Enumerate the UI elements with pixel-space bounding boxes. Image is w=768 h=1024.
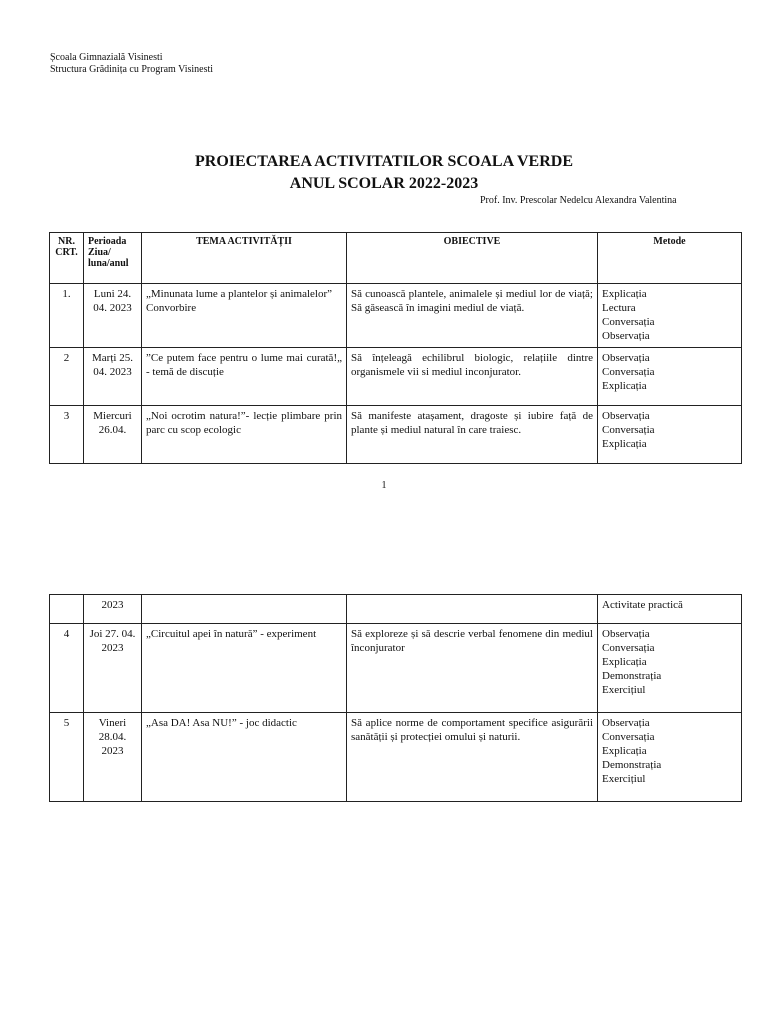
metoda-item: Conversația (602, 642, 655, 654)
table-header-row (50, 233, 742, 284)
row-date: 2023 (84, 595, 142, 624)
row-tema: „Circuitul apei în natură” - experiment (142, 624, 347, 713)
row-metode (598, 713, 742, 802)
row-obiective (347, 595, 598, 624)
row-date: Miercuri 26.04. (84, 406, 142, 464)
row-obiective: Să înțeleagă echilibrul biologic, relațiile dintre organismele vii si mediul inconjurator. (347, 348, 598, 406)
row-metode (598, 348, 742, 406)
row-tema: ”Ce putem face pentru o lume mai curată!„ - temă de discuție (142, 348, 347, 406)
metoda-item: Lectura (602, 302, 636, 314)
row-metode (598, 406, 742, 464)
metoda-item: Explicația (602, 656, 647, 668)
header-perioada: Perioada Ziua/ luna/anul (84, 233, 142, 284)
activities-table-page1 (49, 232, 742, 464)
header-obiective: OBIECTIVE (347, 233, 598, 284)
row-date: Joi 27. 04. 2023 (84, 624, 142, 713)
row-metode (598, 624, 742, 713)
metoda-item: Observația (602, 352, 650, 364)
school-year-title: ANUL SCOLAR 2022-2023 (289, 175, 479, 192)
metoda-item: Observația (602, 410, 650, 422)
document-header (50, 52, 213, 76)
row-tema (142, 595, 347, 624)
row-nr: 2 (50, 348, 84, 406)
row-tema: „Minunata lume a plantelor și animalelor” Convorbire (142, 284, 347, 348)
row-tema: „Asa DA! Asa NU!” - joc didactic (142, 713, 347, 802)
metoda-item: Exercițiul (602, 773, 646, 785)
table-row (50, 348, 742, 406)
metoda-item: Observația (602, 330, 650, 342)
structure-name: Structura Grădinița cu Program Visinesti (50, 64, 214, 75)
row-metode (598, 284, 742, 348)
metoda-item: Conversația (602, 424, 655, 436)
author-line: Prof. Inv. Prescolar Nedelcu Alexandra Valentina (480, 195, 677, 206)
row-date: Marți 25. 04. 2023 (84, 348, 142, 406)
page-number: 1 (381, 480, 387, 491)
metoda-item: Explicația (602, 438, 647, 450)
row-date: Luni 24. 04. 2023 (84, 284, 142, 348)
activities-table-page2 (49, 594, 742, 802)
school-name: Școala Gimnazială Visinesti (50, 52, 163, 63)
table-row (50, 406, 742, 464)
header-nr: NR. CRT. (50, 233, 84, 284)
table-row (50, 284, 742, 348)
metoda-item: Demonstrația (602, 670, 662, 682)
metoda-item: Demonstrația (602, 759, 662, 771)
table-row (50, 713, 742, 802)
table-row (50, 595, 742, 624)
header-metode: Metode (598, 233, 742, 284)
metoda-item: Exercițiul (602, 684, 646, 696)
document-title: PROIECTAREA ACTIVITATILOR SCOALA VERDE (194, 153, 573, 170)
row-nr: 3 (50, 406, 84, 464)
row-obiective: Să cunoască plantele, animalele și mediul lor de viață; Să găsească în imagini mediul de viață. (347, 284, 598, 348)
metoda-item: Observația (602, 717, 650, 729)
row-obiective: Să exploreze și să descrie verbal fenomene din mediul înconjurator (347, 624, 598, 713)
metoda-item: Explicația (602, 288, 647, 300)
row-nr: 4 (50, 624, 84, 713)
metoda-item: Conversația (602, 316, 655, 328)
row-date: Vineri 28.04. 2023 (84, 713, 142, 802)
table-row (50, 624, 742, 713)
metoda-item: Conversația (602, 731, 655, 743)
row-obiective: Să aplice norme de comportament specifice asigurării sanătății și protecției omului și naturii. (347, 713, 598, 802)
row-obiective: Să manifeste atașament, dragoste și iubire față de plante și mediul natural în care traiesc. (347, 406, 598, 464)
metoda-item: Explicația (602, 380, 647, 392)
metoda-item: Activitate practică (602, 599, 683, 611)
row-nr: 1. (50, 284, 84, 348)
metoda-item: Conversația (602, 366, 655, 378)
row-nr (50, 595, 84, 624)
row-nr: 5 (50, 713, 84, 802)
row-tema: „Noi ocrotim natura!”- lecție plimbare prin parc cu scop ecologic (142, 406, 347, 464)
metoda-item: Observația (602, 628, 650, 640)
row-metode (598, 595, 742, 624)
metoda-item: Explicația (602, 745, 647, 757)
header-tema: TEMA ACTIVITĂȚII (142, 233, 347, 284)
